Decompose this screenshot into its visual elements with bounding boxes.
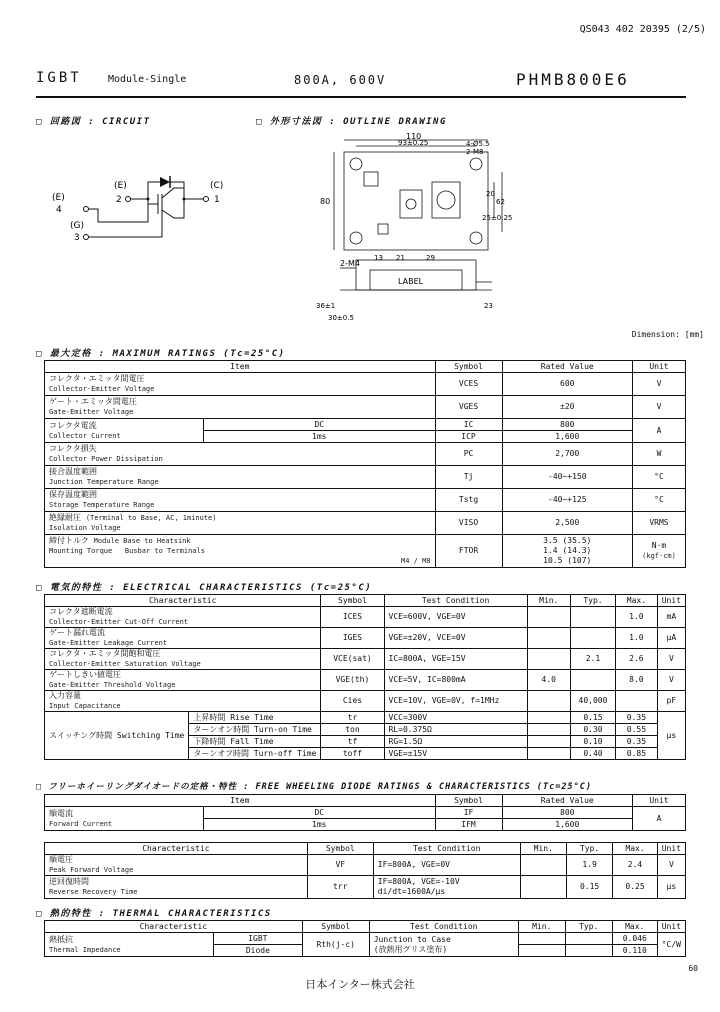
col-header: Unit (633, 361, 686, 373)
value-cell: -40~+150 (502, 466, 632, 489)
col-header: Item (45, 795, 436, 807)
table-row: 熱抵抗 Thermal Impedance IGBT Rth(j-c) Junction to Case (放熱用グリス塗布) 0.046 °C/W (45, 933, 686, 945)
item-cell: コレクタ電流 Collector Current (45, 419, 204, 443)
outline-drawing (316, 132, 513, 332)
table-row: ターンオン時間 Turn-on Time ton RL=0.375Ω 0.30 0.55 (45, 724, 686, 736)
title-row (36, 70, 686, 94)
table-row: 順電圧 Peak Forward Voltage VF IF=800A, VGE=0V 1.9 2.4 V (45, 855, 686, 876)
col-header: Item (45, 361, 436, 373)
fwd-heading: □ フリーホイーリングダイオードの定格・特性 : FREE WHEELING DIODE RATINGS & CHARACTERISTICS (Tc=25°C) (36, 782, 592, 792)
symbol-cell: VGES (435, 396, 502, 419)
table-row: 入力容量 Input Capacitance Cies VCE=10V, VGE=0V, f=1MHz 40,000 pF (45, 691, 686, 712)
dimension-label: 20 (486, 190, 495, 198)
col-header: Characteristic (45, 921, 303, 933)
circuit-heading: □ 回路図 : CIRCUIT (36, 117, 151, 127)
symbol-cell: VCES (435, 373, 502, 396)
table-row: ゲートしきい値電圧 Gate-Emitter Threshold Voltage VGE(th) VCE=5V, IC=800mA 4.0 8.0 V (45, 670, 686, 691)
condition-cell: 1ms (204, 431, 436, 443)
symbol-cell: FTOR (435, 535, 502, 568)
item-cell: コレクタ損失 Collector Power Dissipation (45, 443, 436, 466)
fwd-char-table (44, 842, 686, 899)
col-header: Max. (616, 595, 658, 607)
unit-cell: W (633, 443, 686, 466)
item-cell: 保存温度範囲 Storage Temperature Range (45, 489, 436, 512)
unit-cell: °C (633, 466, 686, 489)
table-row: 1ms IFM 1,600 (45, 819, 686, 831)
value-cell: 600 (502, 373, 632, 396)
module-type: Module-Single (108, 74, 187, 85)
item-cell: ゲート・エミッタ間電圧 Gate-Emitter Voltage (45, 396, 436, 419)
dimension-label: LABEL (398, 277, 424, 286)
document-reference: QS043 402 20395 (2/5) (579, 24, 706, 35)
table-row: コレクタ・エミッタ間飽和電圧 Collector-Emitter Saturation Voltage VCE(sat) IC=800A, VGE=15V 2.1 2.6 V (45, 649, 686, 670)
col-header: Unit (657, 921, 685, 933)
item-cell: コレクタ・エミッタ間電圧 Collector-Emitter Voltage (45, 373, 436, 396)
thermal-heading: □ 熱的特性 : THERMAL CHARACTERISTICS (36, 909, 272, 919)
dimension-label: 110 (406, 132, 422, 141)
dimension-label: 2-M4 (340, 259, 360, 268)
terminal-label: 4 (56, 205, 62, 215)
dimension-label: 62 (496, 198, 505, 206)
terminal-label: (E) (52, 193, 65, 203)
value-cell: 2,500 (502, 512, 632, 535)
max-ratings-table (44, 360, 686, 568)
table-row: Diode 0.110 (45, 945, 686, 957)
table-row: コレクタ遮断電流 Collector-Emitter Cut-Off Current ICES VCE=600V, VGE=0V 1.0 mA (45, 607, 686, 628)
symbol-cell: Tstg (435, 489, 502, 512)
col-header: Unit (657, 843, 685, 855)
terminal-label: 3 (74, 233, 80, 243)
col-header: Characteristic (45, 595, 321, 607)
table-row: ゲート漏れ電流 Gate-Emitter Leakage Current IGES VGE=±20V, VCE=0V 1.0 μA (45, 628, 686, 649)
col-header: Rated Value (502, 361, 632, 373)
table-row: 逆回復時間 Reverse Recovery Time trr IF=800A, VGE=-10V di/dt=1600A/μs 0.15 0.25 μs (45, 876, 686, 899)
condition-cell: DC (204, 419, 436, 431)
unit-cell: N·m (kgf·cm) (633, 535, 686, 568)
part-number: PHMB800E6 (516, 70, 630, 89)
col-header: Min. (527, 595, 570, 607)
col-header: Min. (518, 921, 565, 933)
title-divider (36, 96, 686, 98)
dimension-label: 93±0.25 (398, 139, 429, 147)
dimension-unit: Dimension: [mm] (631, 330, 704, 339)
dimension-label: 21 (396, 254, 405, 262)
dimension-label: 36±1 (316, 302, 336, 310)
dimension-label: 29 (426, 254, 435, 262)
dimension-label: 30±0.5 (328, 314, 354, 322)
terminal-label: 2 (116, 195, 122, 205)
symbol-cell: Tj (435, 466, 502, 489)
table-row: ターンオフ時間 Turn-off Time toff VGE=±15V 0.40 0.85 (45, 748, 686, 760)
max-ratings-heading: □ 最大定格 : MAXIMUM RATINGS (Tc=25°C) (36, 349, 286, 359)
col-header: Max. (613, 843, 657, 855)
electrical-heading: □ 電気的特性 : ELECTRICAL CHARACTERISTICS (Tc=25°C) (36, 583, 373, 593)
col-header: Characteristic (45, 843, 308, 855)
value-cell: 800 (502, 419, 632, 431)
col-header: Max. (612, 921, 657, 933)
col-header: Typ. (565, 921, 612, 933)
item-cell: 接合温度範囲 Junction Temperature Range (45, 466, 436, 489)
electrical-table (44, 594, 686, 760)
unit-cell: VRMS (633, 512, 686, 535)
terminal-label: (E) (114, 181, 127, 191)
fwd-rating-table (44, 794, 686, 831)
table-row: スイッチング時間 Switching Time 上昇時間 Rise Time tr VCC=300V 0.15 0.35 μs (45, 712, 686, 724)
dimension-label: 80 (320, 197, 331, 206)
table-row: 順電流 Forward Current DC IF 800 A (45, 807, 686, 819)
unit-cell: V (633, 373, 686, 396)
terminal-label: (G) (70, 221, 84, 231)
value-cell: 2,700 (502, 443, 632, 466)
dimension-label: 25±0.25 (482, 214, 513, 222)
symbol-cell: PC (435, 443, 502, 466)
symbol-cell: IC (435, 419, 502, 431)
col-header: Unit (657, 595, 685, 607)
outline-heading: □ 外形寸法図 : OUTLINE DRAWING (256, 117, 447, 127)
col-header: Rated Value (502, 795, 632, 807)
table-row: 下降時間 Fall Time tf RG=1.5Ω 0.10 0.35 (45, 736, 686, 748)
dimension-label: 23 (484, 302, 493, 310)
col-header: Symbol (307, 843, 373, 855)
page-number: 60 (688, 964, 698, 973)
col-header: Symbol (302, 921, 369, 933)
company-name: 日本インター株式会社 (305, 978, 415, 991)
value-cell: 3.5 (35.5) 1.4 (14.3) 10.5 (107) (502, 535, 632, 568)
symbol-cell: VISO (435, 512, 502, 535)
col-header: Test Condition (369, 921, 518, 933)
dimension-label: 4-Ø5.5 (466, 140, 490, 148)
col-header: Test Condition (384, 595, 527, 607)
col-header: Typ. (566, 843, 612, 855)
col-header: Symbol (435, 795, 502, 807)
terminal-label: (C) (210, 181, 224, 191)
value-cell: ±20 (502, 396, 632, 419)
circuit-diagram (50, 172, 240, 244)
thermal-table (44, 920, 686, 957)
value-cell: 1,600 (502, 431, 632, 443)
device-type: IGBT (36, 70, 82, 86)
dimension-label: 13 (374, 254, 383, 262)
terminal-label: 1 (214, 195, 220, 205)
symbol-cell: ICP (435, 431, 502, 443)
col-header: Symbol (321, 595, 384, 607)
unit-cell: V (633, 396, 686, 419)
unit-cell: A (633, 419, 686, 443)
item-cell: 締付トルク Module Base to Heatsink Mounting Torque Busbar to Terminals M4 / M8 (45, 535, 436, 568)
unit-cell: °C (633, 489, 686, 512)
item-cell: 絶縁耐圧 (Terminal to Base, AC, 1minute) Isolation Voltage (45, 512, 436, 535)
value-cell: -40~+125 (502, 489, 632, 512)
col-header: Symbol (435, 361, 502, 373)
device-rating: 800A, 600V (294, 73, 387, 87)
dimension-label: 2-M8 (466, 148, 484, 156)
col-header: Typ. (570, 595, 615, 607)
col-header: Unit (633, 795, 686, 807)
col-header: Min. (520, 843, 566, 855)
col-header: Test Condition (373, 843, 520, 855)
